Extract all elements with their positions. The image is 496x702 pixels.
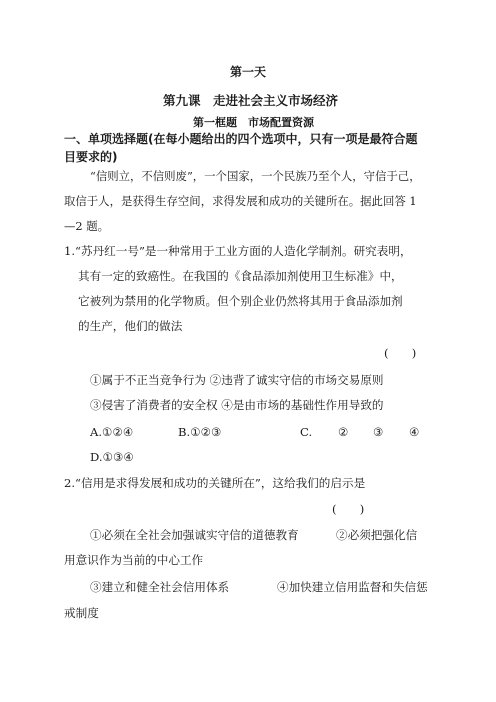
passage-line-3: —2 题。 [64, 219, 110, 233]
q2-item-4-end: 戒制度 [64, 606, 99, 620]
q2-stem: 2.“信用是求得发展和成功的关键所在”，这给我们的启示是 [64, 476, 366, 490]
q1-option-c-part-3: ④ [409, 425, 420, 439]
q1-option-d: D.①③④ [90, 450, 134, 464]
q1-option-b: B.①②③ [178, 425, 222, 439]
passage-line-1: “信则立，不信则废”，一个国家，一个民族乃至个人，守信于己， [90, 169, 421, 183]
section-title: 第一框题 市场配置资源 [193, 116, 314, 129]
q2-item-3: ③建立和健全社会信用体系 [90, 580, 230, 594]
q2-item-4-start: ④加快建立信用监督和失信惩 [277, 580, 428, 594]
q1-item-line-2: ③侵害了消费者的安全权 ④是由市场的基础性作用导致的 [90, 398, 384, 412]
lesson-title: 第九课 走进社会主义市场经济 [163, 93, 339, 108]
q1-stem-line-3: 它被列为禁用的化学物质。但个别企业仍然将其用于食品添加剂 [78, 294, 403, 308]
q1-option-c-part-1: ② [338, 425, 349, 439]
day-title: 第一天 [230, 65, 267, 79]
q1-stem-line-1: 1.“苏丹红一号”是一种常用于工业方面的人造化学制剂。研究表明， [64, 244, 412, 258]
q1-option-c-label: C. [300, 425, 313, 439]
q2-item-2-end: 用意识作为当前的中心工作 [64, 553, 204, 567]
part-heading-line-1: 一、单项选择题(在每小题给出的四个选项中，只有一项是最符合题 [64, 132, 418, 146]
q2-item-1: ①必须在全社会加强诚实守信的道德教育 [90, 528, 299, 542]
passage-line-2: 取信于人，是获得生存空间，求得发展和成功的关键所在。据此回答 1 [64, 194, 417, 208]
q1-item-line-1: ①属于不正当竞争行为 ②违背了诚实守信的市场交易原则 [90, 373, 384, 387]
q1-option-c-part-2: ③ [373, 425, 384, 439]
q2-answer-bracket: ( ) [332, 502, 365, 516]
q1-stem-line-2: 其有一定的致癌性。在我国的《食品添加剂使用卫生标准》中， [78, 269, 403, 283]
part-heading-line-2: 目要求的) [64, 150, 118, 164]
q1-stem-line-4: 的生产，他们的做法 [78, 319, 183, 333]
q1-option-a: A.①②④ [90, 425, 134, 439]
q1-answer-bracket: ( ) [384, 346, 417, 360]
q2-item-2-start: ②必须把强化信 [336, 528, 418, 542]
